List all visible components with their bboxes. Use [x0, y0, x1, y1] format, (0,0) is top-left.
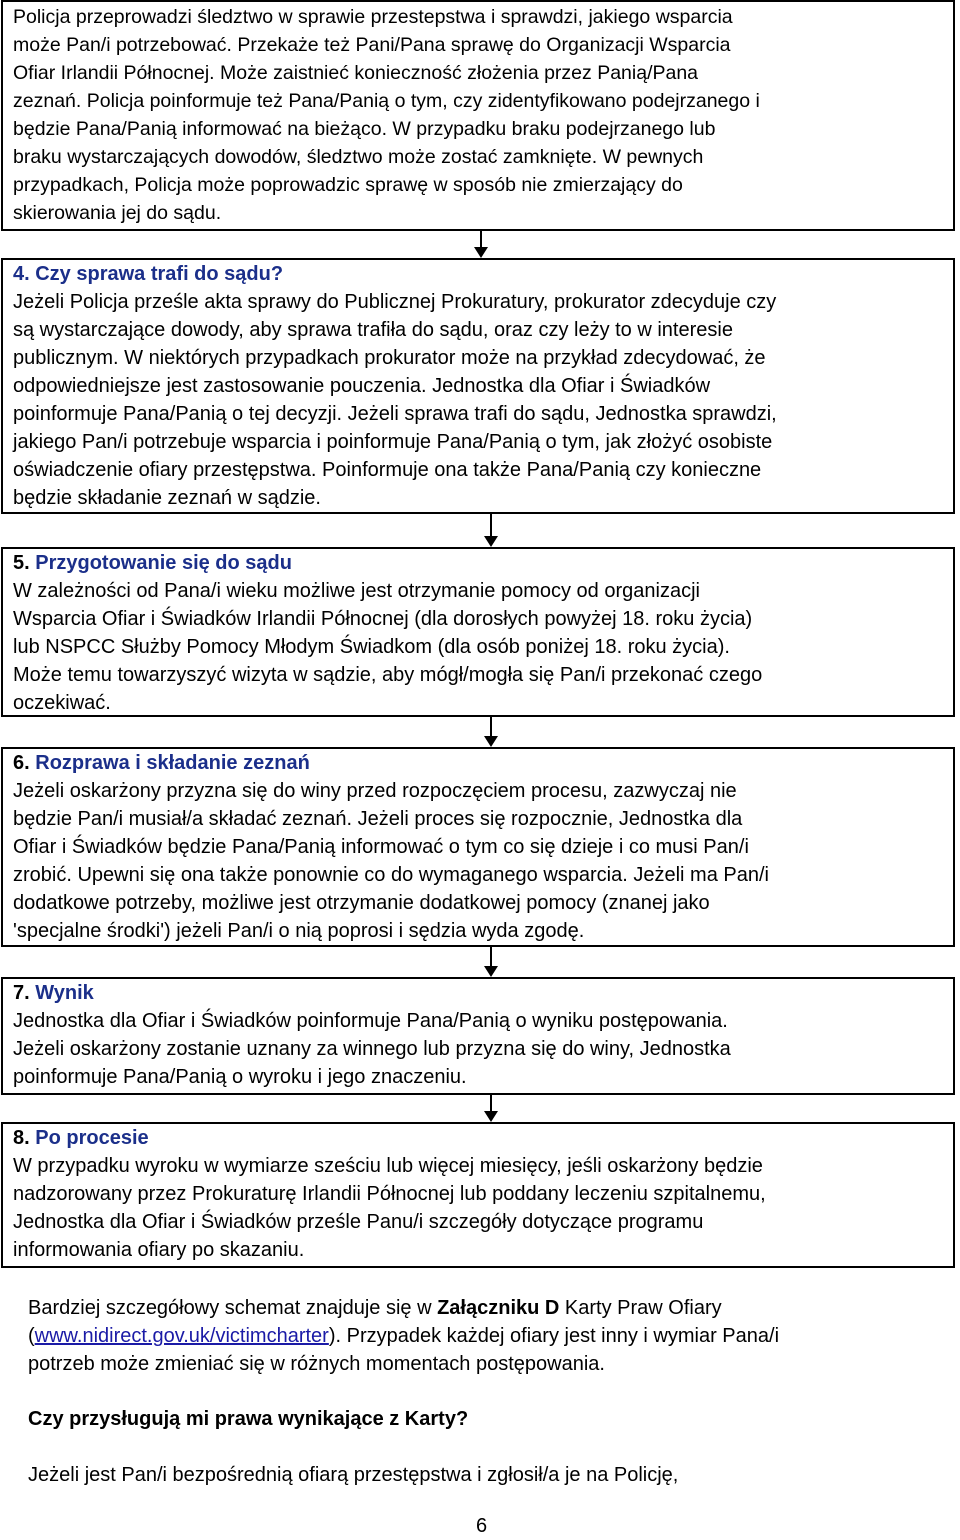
- footer-text: Bardziej szczegółowy schemat znajduje się w: [28, 1297, 438, 1319]
- step-4-line: publicznym. W niektórych przypadkach prokurator może na przykład zdecydować, że: [13, 347, 766, 369]
- appendix-reference: Załączniku D: [437, 1297, 560, 1319]
- footer-text: ). Przypadek każdej ofiary jest inny i wymiar Pana/i: [328, 1325, 780, 1347]
- step-4-line: Jeżeli Policja prześle akta sprawy do Publicznej Prokuratury, prokurator zdecyduje czy: [13, 291, 777, 313]
- step-7-title: Wynik: [35, 982, 94, 1004]
- footer-line: [28, 1322, 948, 1350]
- step-7-box: [1, 977, 955, 1095]
- step-5-line: W zależności od Pana/i wieku możliwe jest otrzymanie pomocy od organizacji: [13, 580, 700, 602]
- step-8-line: informowania ofiary po skazaniu.: [13, 1239, 305, 1261]
- step-3-line: Policja przeprowadzi śledztwo w sprawie przestepstwa i sprawdzi, jakiego wsparcia: [13, 6, 733, 28]
- step-7-heading: [13, 979, 943, 1007]
- footer-paragraph: [28, 1294, 948, 1378]
- page-number: 6: [476, 1515, 488, 1537]
- closing-line: Jeżeli jest Pan/i bezpośrednią ofiarą przestępstwa i zgłosił/a je na Policję,: [28, 1464, 679, 1486]
- flow-arrow-icon: [484, 1095, 498, 1122]
- step-3-line: zeznań. Policja poinformuje też Pana/Panią o tym, czy zidentyfikowano podejrzanego i: [13, 90, 760, 112]
- flow-arrow-icon: [484, 947, 498, 977]
- step-8-title: Po procesie: [35, 1127, 149, 1149]
- step-7-line: Jednostka dla Ofiar i Świadków poinformuje Pana/Panią o wyniku postępowania.: [13, 1010, 728, 1032]
- step-4-line: odpowiedniejsze jest zastosowanie pouczenia. Jednostka dla Ofiar i Świadków: [13, 375, 711, 397]
- step-3-box: [1, 0, 955, 231]
- step-4-line: będzie składanie zeznań w sądzie.: [13, 487, 321, 509]
- step-5-line: Wsparcia Ofiar i Świadków Irlandii Północnej (dla dorosłych powyżej 18. roku życia): [13, 608, 753, 630]
- footer-text: Karty Praw Ofiary: [559, 1297, 722, 1319]
- step-8-heading: [13, 1124, 943, 1152]
- section-question: [28, 1405, 948, 1433]
- step-4-line: oświadczenie ofiary przestępstwa. Poinformuje ona także Pana/Panią czy konieczne: [13, 459, 762, 481]
- step-5-line: lub NSPCC Służby Pomocy Młodym Świadkom (dla osób poniżej 18. roku życia).: [13, 636, 730, 658]
- step-3-line: braku wystarczających dowodów, śledztwo może zostać zamknięte. W pewnych: [13, 146, 704, 168]
- step-6-number: 6.: [13, 752, 30, 774]
- step-5-box: [1, 547, 955, 717]
- step-8-line: nadzorowany przez Prokuraturę Irlandii Północnej lub poddany leczeniu szpitalnemu,: [13, 1183, 766, 1205]
- step-4-box: [1, 258, 955, 514]
- step-5-heading: [13, 549, 943, 577]
- question-heading: Czy przysługują mi prawa wynikające z Karty?: [28, 1408, 469, 1430]
- step-8-box: [1, 1122, 955, 1268]
- step-7-number: 7.: [13, 982, 30, 1004]
- flow-arrow-icon: [484, 717, 498, 747]
- step-6-line: Jeżeli oskarżony przyzna się do winy przed rozpoczęciem procesu, zazwyczaj nie: [13, 780, 737, 802]
- step-8-line: W przypadku wyroku w wymiarze sześciu lub więcej miesięcy, jeśli oskarżony będzie: [13, 1155, 763, 1177]
- step-6-heading: [13, 749, 943, 777]
- step-7-line: poinformuje Pana/Panią o wyroku i jego znaczeniu.: [13, 1066, 467, 1088]
- victim-charter-link[interactable]: www.nidirect.gov.uk/victimcharter: [34, 1325, 329, 1347]
- step-4-heading: 4. Czy sprawa trafi do sądu?: [13, 263, 284, 285]
- step-6-line: będzie Pan/i musiał/a składać zeznań. Jeżeli proces się rozpocznie, Jednostka dla: [13, 808, 743, 830]
- closing-paragraph: [28, 1461, 948, 1489]
- step-7-line: Jeżeli oskarżony zostanie uznany za winnego lub przyzna się do winy, Jednostka: [13, 1038, 731, 1060]
- step-5-line: Może temu towarzyszyć wizyta w sądzie, aby mógł/mogła się Pan/i przekonać czego: [13, 664, 763, 686]
- step-3-line: Ofiar Irlandii Północnej. Może zaistnieć konieczność złożenia przez Panią/Pana: [13, 62, 699, 84]
- footer-line: potrzeb może zmieniać się w różnych momentach postępowania.: [28, 1353, 605, 1375]
- footer-text: (: [28, 1325, 35, 1347]
- step-8-number: 8.: [13, 1127, 30, 1149]
- step-5-number: 5.: [13, 552, 30, 574]
- step-6-line: 'specjalne środki') jeżeli Pan/i o nią poprosi i sędzia wyda zgodę.: [13, 920, 585, 942]
- step-6-line: Ofiar i Świadków będzie Pana/Panią informować o tym co się dzieje i co musi Pan/i: [13, 836, 749, 858]
- step-6-title: Rozprawa i składanie zeznań: [35, 752, 310, 774]
- step-4-line: są wystarczające dowody, aby sprawa trafiła do sądu, oraz czy leży to w interesie: [13, 319, 733, 341]
- step-6-box: [1, 747, 955, 947]
- step-6-line: zrobić. Upewni się ona także ponownie co do wymaganego wsparcia. Jeżeli ma Pan/i: [13, 864, 769, 886]
- step-5-line: oczekiwać.: [13, 692, 111, 714]
- step-6-line: dodatkowe potrzeby, możliwe jest otrzymanie dodatkowej pomocy (znanej jako: [13, 892, 710, 914]
- step-4-line: poinformuje Pana/Panią o tej decyzji. Jeżeli sprawa trafi do sądu, Jednostka sprawdzi,: [13, 403, 777, 425]
- step-8-line: Jednostka dla Ofiar i Świadków prześle Panu/i szczegóły dotyczące programu: [13, 1211, 704, 1233]
- step-5-title: Przygotowanie się do sądu: [35, 552, 292, 574]
- flow-arrow-icon: [484, 514, 498, 547]
- step-3-line: może Pan/i potrzebować. Przekaże też Pani/Pana sprawę do Organizacji Wsparcia: [13, 34, 731, 56]
- footer-line: [28, 1294, 948, 1322]
- step-4-line: jakiego Pan/i potrzebuje wsparcia i poinformuje Pana/Panią o tym, jak złożyć osobiste: [13, 431, 773, 453]
- step-3-line: przypadkach, Policja może poprowadzic sprawę w sposób nie zmierzający do: [13, 174, 683, 196]
- step-3-line: będzie Pana/Panią informować na bieżąco. W przypadku braku podejrzanego lub: [13, 118, 716, 140]
- step-3-line: skierowania jej do sądu.: [13, 202, 222, 224]
- flow-arrow-icon: [474, 231, 488, 258]
